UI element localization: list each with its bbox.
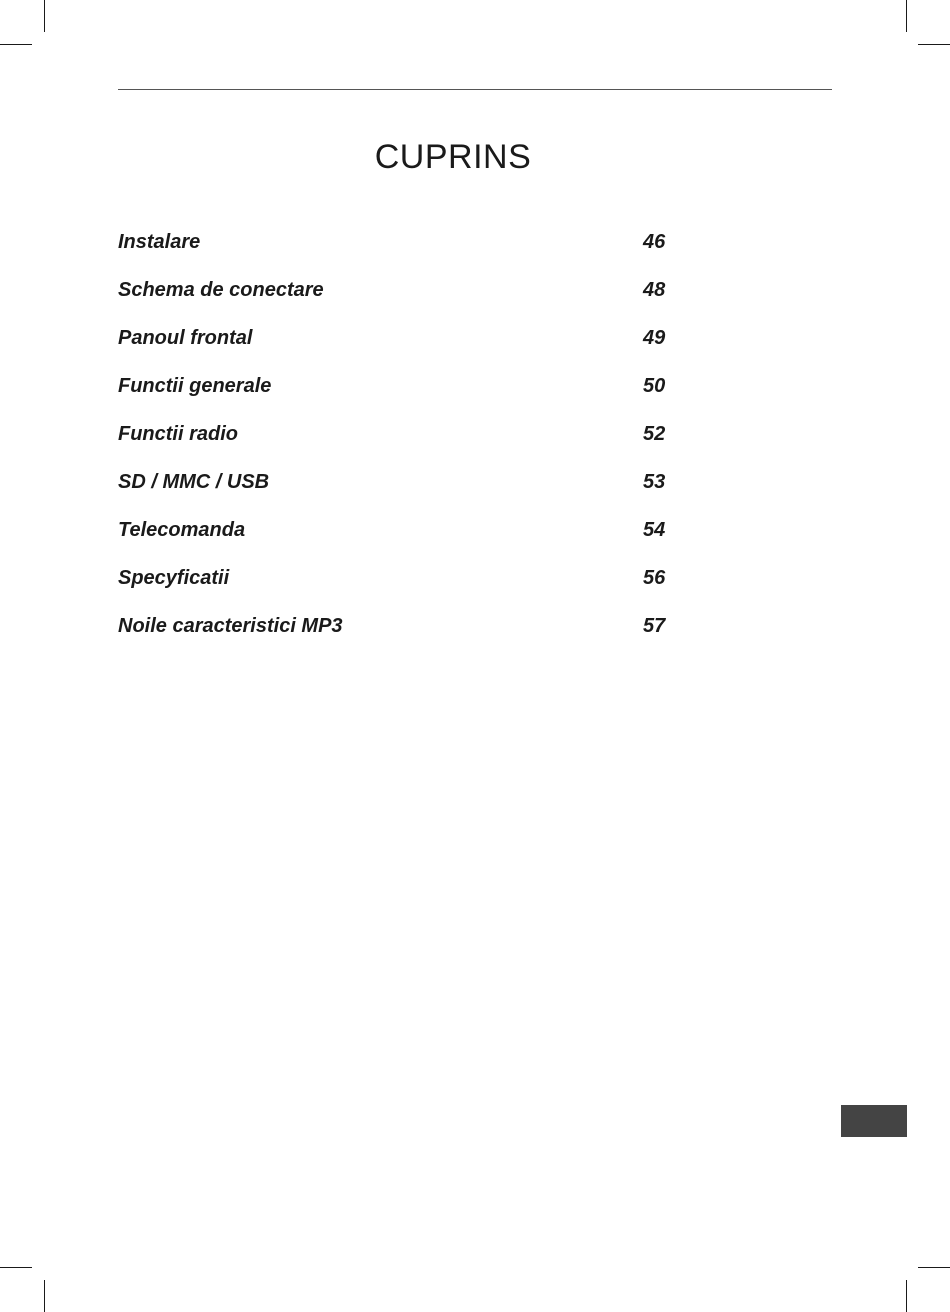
toc-entry-page-number: 56: [643, 567, 666, 589]
toc-entry-label: Instalare: [118, 231, 201, 253]
table-of-contents: [118, 228, 678, 660]
toc-entry-noile-caracteristici-mp3: [118, 612, 678, 660]
toc-entry-page-number: 54: [643, 519, 666, 541]
toc-entry-label: Functii radio: [118, 423, 238, 445]
toc-entry-page-number: 46: [643, 231, 666, 253]
crop-mark-top-right-horizontal: [918, 44, 950, 45]
crop-mark-bottom-left-horizontal: [0, 1267, 32, 1268]
toc-entry-page-number: 49: [643, 327, 666, 349]
toc-entry-page-number: 50: [643, 375, 666, 397]
toc-entry-label: Telecomanda: [118, 519, 246, 541]
page-title: CUPRINS: [374, 138, 532, 176]
toc-entry-functii-generale: [118, 372, 678, 420]
toc-entry-panoul-frontal: [118, 324, 678, 372]
toc-entry-label: Panoul frontal: [118, 327, 253, 349]
toc-entry-telecomanda: [118, 516, 678, 564]
toc-entry-label: SD / MMC / USB: [118, 471, 270, 493]
crop-mark-top-right-vertical: [906, 0, 907, 32]
crop-mark-bottom-right-vertical: [906, 1280, 907, 1312]
toc-entry-label: Noile caracteristici MP3: [118, 615, 343, 637]
toc-entry-page-number: 53: [643, 471, 666, 493]
crop-mark-bottom-left-vertical: [44, 1280, 45, 1312]
crop-mark-bottom-right-horizontal: [918, 1267, 950, 1268]
toc-entry-page-number: 48: [643, 279, 666, 301]
toc-entry-label: Schema de conectare: [118, 279, 324, 301]
toc-entry-label: Specyficatii: [118, 567, 230, 589]
crop-mark-top-left-horizontal: [0, 44, 32, 45]
toc-entry-page-number: 52: [643, 423, 666, 445]
toc-entry-schema-de-conectare: [118, 276, 678, 324]
toc-entry-specyficatii: [118, 564, 678, 612]
crop-mark-top-left-vertical: [44, 0, 45, 32]
header-rule: [118, 89, 832, 90]
toc-entry-label: Functii generale: [118, 375, 272, 397]
toc-entry-instalare: [118, 228, 678, 276]
toc-entry-functii-radio: [118, 420, 678, 468]
section-tab-marker: [841, 1105, 907, 1137]
toc-entry-page-number: 57: [643, 615, 666, 637]
toc-entry-sd-mmc-usb: [118, 468, 678, 516]
